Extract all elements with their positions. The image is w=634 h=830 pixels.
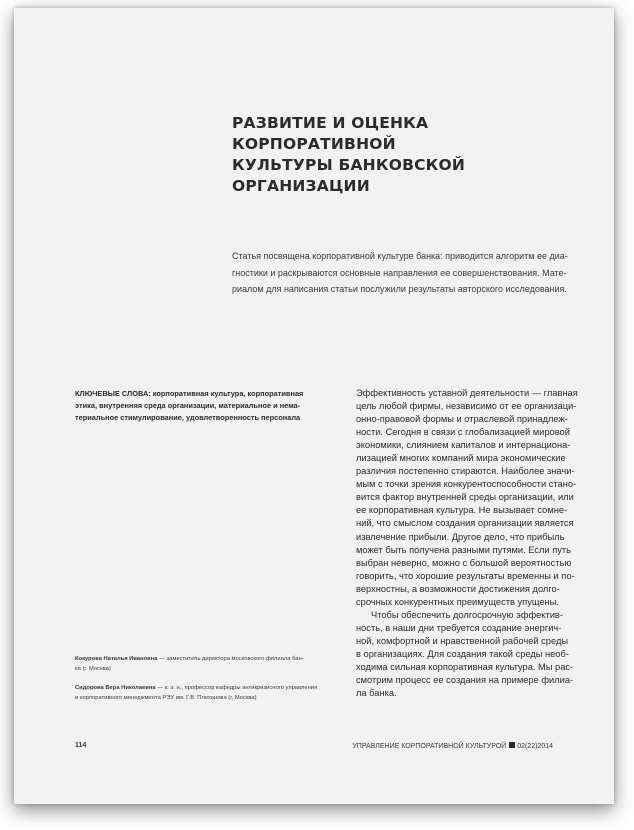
title-line: КУЛЬТУРЫ БАНКОВСКОЙ ОРГАНИЗАЦИИ	[232, 156, 466, 195]
author-description: — к. э. н., профессор кафедры антикризисного управления	[155, 685, 318, 691]
body-line: ее корпоративная культура. Не вызывает сомне-	[356, 505, 568, 516]
body-text	[356, 387, 606, 700]
issue-number: 02(22)2014	[517, 743, 553, 750]
abstract-line: Статья посвящена корпоративной культуре банка: приводится алгоритм ее диа-	[232, 251, 568, 261]
square-separator-icon	[509, 742, 515, 748]
author-affiliation: ка (г. Москва)	[75, 666, 111, 672]
body-line: верхностны, а возможности достижения долго-	[356, 583, 560, 594]
body-line: вится фактор внутренней среды организации, или	[356, 492, 574, 503]
body-line: экономики, слиянием капиталов и интернациона-	[356, 440, 571, 451]
body-line: мым с точки зрения конкурентоспособности стано-	[356, 479, 577, 490]
body-line: извлечение прибыли. Другое дело, что прибыль	[356, 531, 565, 542]
keywords-line: КЛЮЧЕВЫЕ СЛОВА: корпоративная культура, корпоративная	[75, 389, 304, 398]
body-line: ной, комфортной и нравственной рабочей среды	[356, 635, 569, 646]
body-line: ла банка.	[356, 688, 397, 699]
author-info	[75, 654, 345, 674]
body-line: онно-правовой формы и отраслевой принадлеж-	[356, 414, 568, 425]
journal-page	[14, 8, 614, 804]
author-line	[75, 654, 345, 664]
author-name: Сидорова Вера Николаевна	[75, 685, 156, 691]
body-line: ность, в наши дни требуется создание энергич-	[356, 622, 562, 633]
article-title	[232, 113, 592, 197]
body-line: в организациях. Для создания такой среды необ-	[356, 648, 569, 659]
author-description: — заместитель директора московского филиала бан-	[157, 656, 304, 662]
body-line: ходима сильная корпоративная культура. Мы рас-	[356, 661, 574, 672]
keywords-line: этика, внутренняя среда организации, материальное и нема-	[75, 401, 301, 410]
abstract-line: риалом для написания статьи послужили результаты авторского исследования.	[232, 284, 567, 295]
page-footer	[75, 742, 553, 754]
body-line: ности. Сегодня в связи с глобализацией мировой	[356, 427, 570, 438]
keywords	[75, 388, 335, 424]
body-line: смотрим процесс ее создания на примере филиа-	[356, 675, 574, 686]
abstract	[232, 248, 594, 298]
body-line: может быть получена разными путями. Если путь	[356, 544, 571, 555]
abstract-line: гностики и раскрываются основные направления ее совершенствования. Мате-	[232, 267, 567, 278]
body-line: лизацией многих компаний мира экономические	[356, 453, 566, 464]
keywords-line: териальное стимулирование, удовлетворенность персонала	[75, 413, 301, 422]
body-line: Чтобы обеспечить долгосрочную эффектив-	[371, 609, 563, 620]
body-line: цель любой фирмы, независимо от ее организаци-	[356, 401, 577, 412]
journal-name: УПРАВЛЕНИЕ КОРПОРАТИВНОЙ КУЛЬТУРОЙ	[352, 743, 507, 750]
body-line: ний, что смыслом создания организации является	[356, 518, 574, 529]
author-info	[75, 683, 345, 703]
author-name: Кокурова Наталья Ивановна	[75, 656, 158, 662]
body-line: говорить, что хорошие результаты временны и по-	[356, 570, 575, 581]
body-line: срочных конкурентных преимуществ упущены.	[356, 596, 559, 607]
author-affiliation: и корпоративного менеджмента РЭУ им. Г.В. Плеханова (г. Москва)	[75, 695, 257, 701]
author-line	[75, 683, 345, 693]
body-line: Эффективность уставной деятельности — главная	[356, 388, 578, 398]
journal-info	[352, 742, 553, 750]
body-line: различия постепенно стираются. Наиболее значи-	[356, 466, 575, 477]
title-line: РАЗВИТИЕ И ОЦЕНКА КОРПОРАТИВНОЙ	[232, 114, 429, 153]
body-line: выбран неверно, можно с большой вероятностью	[356, 557, 572, 568]
page-number: 114	[75, 742, 87, 749]
